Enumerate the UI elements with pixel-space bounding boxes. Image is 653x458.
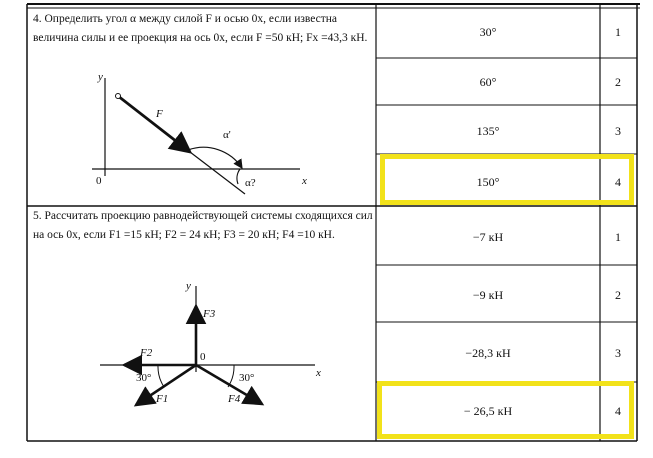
angle-arc-left <box>158 365 164 387</box>
force-origin-point <box>116 94 121 99</box>
q5-answer-2-number: 2 <box>615 288 621 302</box>
q4-answer-3[interactable]: 135° <box>476 124 500 138</box>
force-line-extension <box>190 152 245 194</box>
q4-answer-4[interactable]: 150° <box>476 175 500 189</box>
q4-answer-3-number: 3 <box>615 124 621 138</box>
axis-y-label: y <box>186 280 191 292</box>
angle-arc-top <box>188 147 242 168</box>
q4-answer-1[interactable]: 30° <box>479 25 497 39</box>
q5-answer-3-number: 3 <box>615 346 621 360</box>
angle-top-label: α' <box>223 129 231 141</box>
q4-answer-2-number: 2 <box>615 75 621 89</box>
question-4-figure <box>80 66 320 196</box>
q5-answer-1[interactable]: −7 кН <box>472 230 504 244</box>
origin-label: 0 <box>96 175 102 187</box>
f4-label: F4 <box>228 393 241 405</box>
force-label: F <box>156 108 163 120</box>
q5-answer-2[interactable]: −9 кН <box>472 288 504 302</box>
force-vector <box>118 96 190 152</box>
q5-answer-highlight <box>377 381 634 439</box>
q5-answer-3[interactable]: −28,3 кН <box>465 346 511 360</box>
f1-label: F1 <box>156 393 169 405</box>
q4-answer-highlight <box>380 154 634 205</box>
angle-right-label: 30° <box>239 372 255 384</box>
question-4-text: 4. Определить угол α между силой F и осью 0x, если известна величина силы и ее проекция на ось 0x, если F =50 кН; Fx =43,3 кН. <box>33 13 368 44</box>
q5-answer-4[interactable]: − 26,5 кН <box>463 404 513 418</box>
q5-answer-1-number: 1 <box>615 230 621 244</box>
angle-left-label: 30° <box>136 372 152 384</box>
axis-x-label: x <box>316 367 321 379</box>
q5-answer-4-number: 4 <box>615 404 621 418</box>
question-5-figure <box>80 276 340 426</box>
question-5-text: 5. Рассчитать проекцию равнодействующей системы сходящихся сил на ось 0x, если F1 =15 кН; F2 = 24 кН; F3 = 20 кН; F4 =10 кН. <box>33 210 373 241</box>
f3-label: F3 <box>203 308 216 320</box>
angle-arc-bottom <box>237 169 240 184</box>
axis-y-label: y <box>98 71 103 83</box>
f2-label: F2 <box>140 347 153 359</box>
angle-bottom-label: α? <box>245 177 256 189</box>
q4-answer-4-number: 4 <box>615 175 621 189</box>
origin-label: 0 <box>200 351 206 363</box>
axis-x-label: x <box>302 175 307 187</box>
q4-answer-2[interactable]: 60° <box>479 75 497 89</box>
q4-answer-1-number: 1 <box>615 25 621 39</box>
